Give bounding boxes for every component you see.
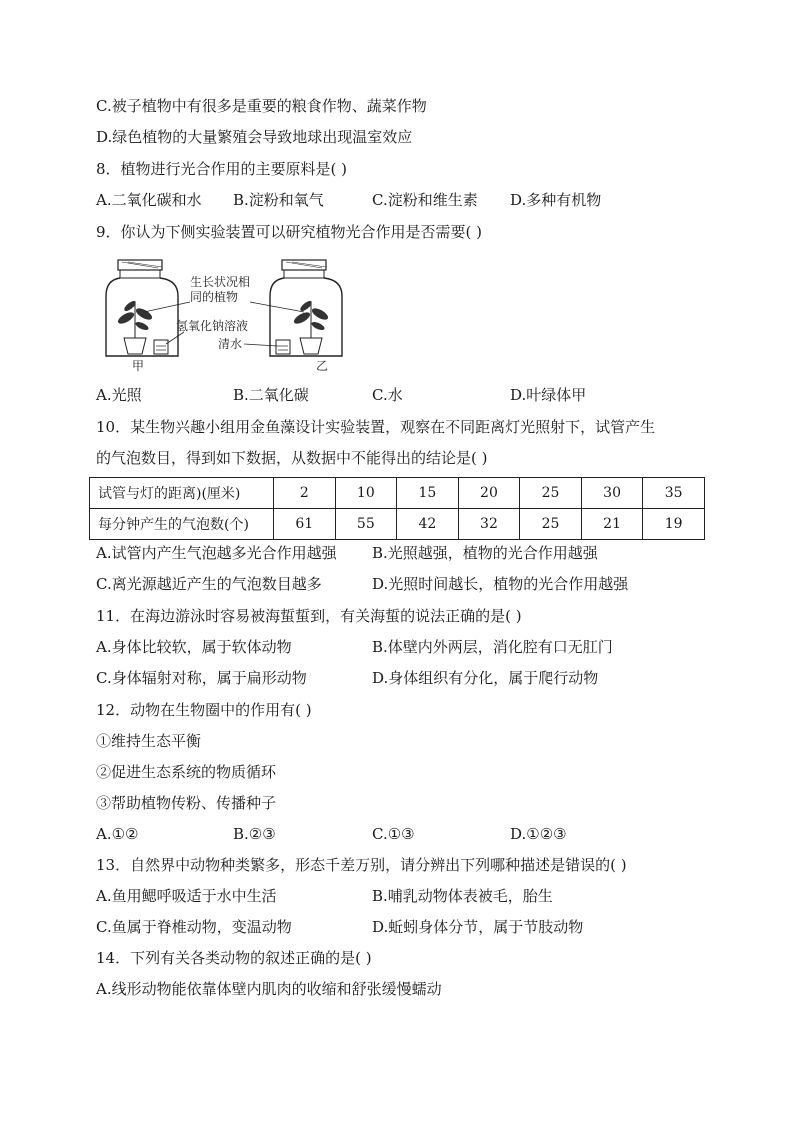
q9-option-a: A.光照 <box>96 386 142 404</box>
table-cell: 35 <box>643 478 705 509</box>
data-table <box>89 477 705 540</box>
question-12: 12．动物在生物圈中的作用有( ) <box>96 701 312 719</box>
table-cell: 42 <box>397 509 459 540</box>
table-cell: 30 <box>581 478 643 509</box>
q8-option-c: C.淀粉和维生素 <box>372 191 478 209</box>
q14-option-a: A.线形动物能依靠体壁内肌肉的收缩和舒张缓慢蠕动 <box>96 980 442 998</box>
q11-option-b: B.体壁内外两层，消化腔有口无肛门 <box>372 638 613 656</box>
q13-option-d: D.蚯蚓身体分节，属于节肢动物 <box>372 918 584 936</box>
label-jia: 甲 <box>131 359 145 373</box>
q10-option-d: D.光照时间越长，植物的光合作用越强 <box>372 575 629 593</box>
table-cell: 25 <box>520 509 582 540</box>
table-row <box>90 509 705 540</box>
table-cell: 15 <box>397 478 459 509</box>
table-cell: 25 <box>520 478 582 509</box>
q12-option-b: B.②③ <box>233 825 276 843</box>
table-cell: 32 <box>458 509 520 540</box>
question-13: 13．自然界中动物种类繁多，形态千差万别，请分辨出下列哪种描述是错误的( ) <box>96 856 627 874</box>
table-cell: 55 <box>335 509 397 540</box>
table-cell: 20 <box>458 478 520 509</box>
label-naoh: 氢氧化钠溶液 <box>176 319 249 333</box>
q8-option-a: A.二氧化碳和水 <box>96 191 202 209</box>
q11-option-c: C.身体辐射对称，属于扁形动物 <box>96 669 307 687</box>
q13-option-a: A.鱼用鳃呼吸适于水中生活 <box>96 887 277 905</box>
jar-jia <box>106 260 178 356</box>
experiment-figure <box>100 256 350 374</box>
table-row-header: 试管与灯的距离)(厘米) <box>90 478 274 509</box>
table-cell: 2 <box>274 478 336 509</box>
table-cell: 19 <box>643 509 705 540</box>
label-plant-line1: 生长状况相 <box>190 275 251 289</box>
q13-option-b: B.哺乳动物体表被毛，胎生 <box>372 887 553 905</box>
q11-option-a: A.身体比较软，属于软体动物 <box>96 638 292 656</box>
table-cell: 10 <box>335 478 397 509</box>
question-10-line1: 10．某生物兴趣小组用金鱼藻设计实验装置，观察在不同距离灯光照射下，试管产生 <box>96 418 656 436</box>
question-14: 14．下列有关各类动物的叙述正确的是( ) <box>96 949 372 967</box>
q12-option-a: A.①② <box>96 825 139 843</box>
label-yi: 乙 <box>315 359 329 373</box>
label-plant-line2: 同的植物 <box>190 290 239 304</box>
label-water: 清水 <box>218 337 243 351</box>
table-row <box>90 478 705 509</box>
q10-option-a: A.试管内产生气泡越多光合作用越强 <box>96 544 337 562</box>
question-9: 9．你认为下侧实验装置可以研究植物光合作用是否需要( ) <box>96 223 483 241</box>
q12-item-1: ①维持生态平衡 <box>96 732 202 750</box>
q8-option-d: D.多种有机物 <box>510 191 602 209</box>
table-cell: 61 <box>274 509 336 540</box>
q10-option-b: B.光照越强，植物的光合作用越强 <box>372 544 598 562</box>
q12-item-2: ②促进生态系统的物质循环 <box>96 763 277 781</box>
q9-option-d: D.叶绿体甲 <box>510 386 587 404</box>
q8-option-b: B.淀粉和氧气 <box>233 191 324 209</box>
q12-item-3: ③帮助植物传粉、传播种子 <box>96 794 277 812</box>
q9-option-b: B.二氧化碳 <box>233 386 309 404</box>
question-10-line2: 的气泡数目，得到如下数据，从数据中不能得出的结论是( ) <box>96 449 488 467</box>
q7-option-c: C.被子植物中有很多是重要的粮食作物、蔬菜作物 <box>96 97 427 115</box>
q12-option-c: C.①③ <box>372 825 415 843</box>
table-row-header: 每分钟产生的气泡数(个) <box>90 509 274 540</box>
q9-option-c: C.水 <box>372 386 403 404</box>
q11-option-d: D.身体组织有分化，属于爬行动物 <box>372 669 599 687</box>
table-cell: 21 <box>581 509 643 540</box>
q12-option-d: D.①②③ <box>510 825 567 843</box>
question-8: 8．植物进行光合作用的主要原料是( ) <box>96 160 348 178</box>
q7-option-d: D.绿色植物的大量繁殖会导致地球出现温室效应 <box>96 128 413 146</box>
q10-option-c: C.离光源越近产生的气泡数目越多 <box>96 575 322 593</box>
question-11: 11．在海边游泳时容易被海蜇蜇到，有关海蜇的说法正确的是( ) <box>96 607 522 625</box>
q13-option-c: C.鱼属于脊椎动物，变温动物 <box>96 918 292 936</box>
